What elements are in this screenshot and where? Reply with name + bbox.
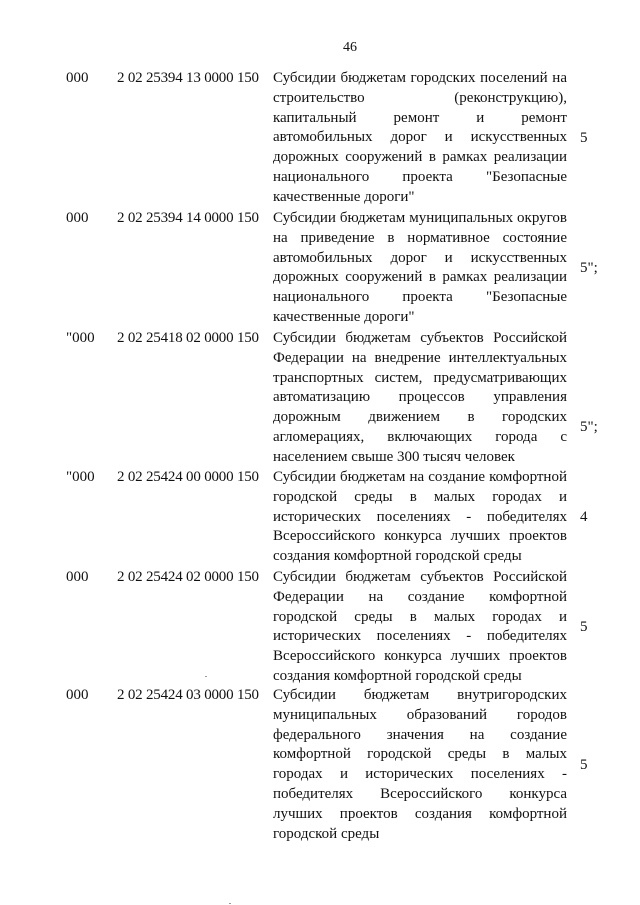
budget-classification-code: 2 02 25424 00 0000 150 xyxy=(117,469,259,485)
revenue-description: Субсидии бюджетам городских поселений на строительство (реконструкцию), капитальный ремонт и ремонт автомобильных дорог и искусственных дорожных сооружений в рамках реализации национального проекта "Безопасные качественные дороги" xyxy=(273,70,567,205)
row-value: 5 xyxy=(580,130,588,146)
budget-classification-code: 2 02 25394 14 0000 150 xyxy=(117,210,259,226)
budget-classification-code: 2 02 25424 03 0000 150 xyxy=(117,687,259,703)
admin-code: 000 xyxy=(66,70,89,86)
admin-code: 000 xyxy=(66,569,89,585)
revenue-description: Субсидии бюджетам субъектов Российской Федерации на внедрение интеллектуальных транспортных систем, предусматривающих автоматизацию процессов управления дорожным движением в городских агломерациях, включающих города с населением свыше 300 тысяч человек xyxy=(273,330,567,465)
admin-code: "000 xyxy=(66,330,95,346)
revenue-description: Субсидии бюджетам муниципальных округов на приведение в нормативное состояние автомобильных дорог и искусственных дорожных сооружений в рамках реализации национального проекта "Безопасные качественные дороги" xyxy=(273,210,567,325)
scan-speck xyxy=(205,676,207,677)
scan-speck xyxy=(229,903,231,904)
admin-code: "000 xyxy=(66,469,95,485)
row-value: 4 xyxy=(580,509,588,525)
budget-classification-code: 2 02 25424 02 0000 150 xyxy=(117,569,259,585)
row-value: 5"; xyxy=(580,260,598,276)
revenue-description: Субсидии бюджетам на создание комфортной городской среды в малых городах и исторических поселениях - победителях Всероссийского конкурса лучших проектов создания комфортной городской среды xyxy=(273,469,567,565)
budget-classification-code: 2 02 25418 02 0000 150 xyxy=(117,330,259,346)
revenue-description: Субсидии бюджетам субъектов Российской Федерации на создание комфортной городской среды в малых городах и исторических поселениях - победителях Всероссийского конкурса лучших проектов создания комфортной городской среды xyxy=(273,569,567,684)
row-value: 5 xyxy=(580,757,588,773)
admin-code: 000 xyxy=(66,687,89,703)
page-number: 46 xyxy=(343,40,357,55)
revenue-description: Субсидии бюджетам внутригородских муниципальных образований городов федерального значения на создание комфортной городской среды в малых городах и исторических поселениях - победителях Всероссийского конкурса лучших проектов создания комфортной городской среды xyxy=(273,687,567,842)
row-value: 5 xyxy=(580,619,588,635)
admin-code: 000 xyxy=(66,210,89,226)
budget-classification-code: 2 02 25394 13 0000 150 xyxy=(117,70,259,86)
row-value: 5"; xyxy=(580,419,598,435)
